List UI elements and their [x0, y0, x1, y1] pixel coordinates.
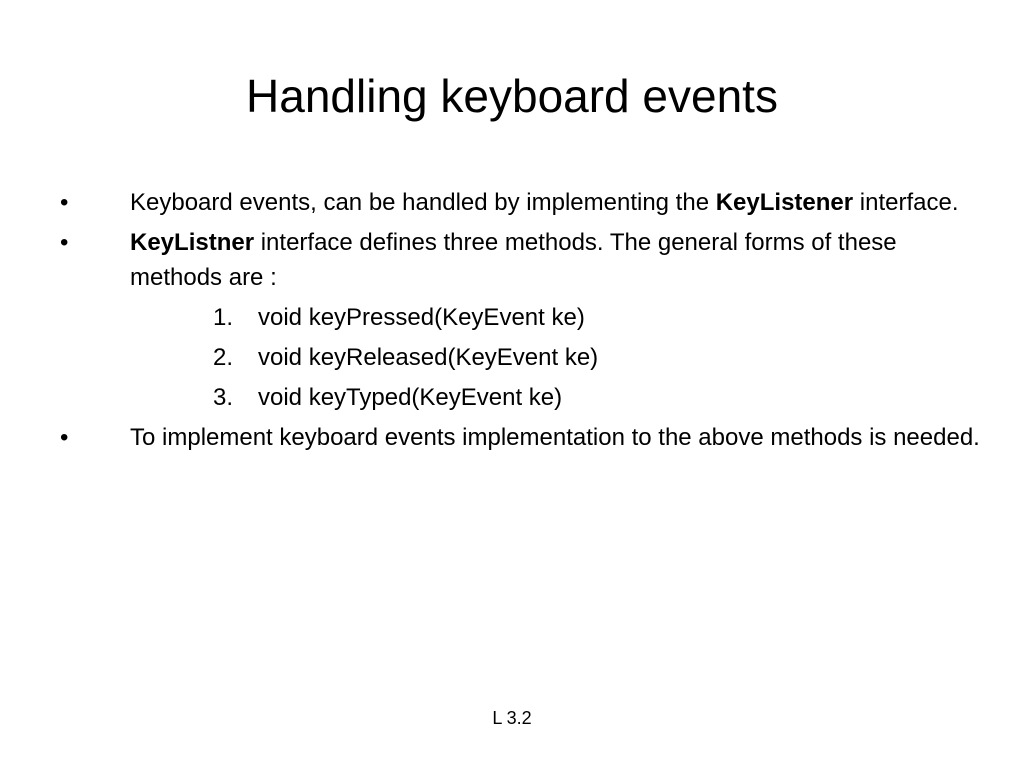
bullet-text	[130, 225, 980, 295]
slide-title: Handling keyboard events	[246, 70, 778, 122]
bullet-item	[0, 225, 1024, 295]
list-item-text: void keyReleased(KeyEvent ke)	[258, 344, 599, 371]
bullet-text	[130, 185, 980, 220]
list-item	[0, 300, 1024, 335]
bullet-text-pre: Keyboard events, can be handled by implementing the	[130, 189, 716, 216]
bullet-text-bold: KeyListener	[715, 189, 854, 216]
bullet-text-post: interface defines three methods. The general forms of these methods are :	[130, 229, 897, 291]
bullet-item	[0, 420, 1024, 455]
bullet-text-post: interface.	[853, 189, 959, 216]
bullet-dot: •	[60, 229, 69, 256]
list-item-text: void keyPressed(KeyEvent ke)	[258, 304, 585, 331]
bullet-text: To implement keyboard events implementation to the above methods is needed.	[130, 424, 980, 451]
list-item	[0, 340, 1024, 375]
bullet-list	[0, 185, 1024, 460]
list-item-number: 1.	[213, 304, 234, 331]
list-item-number: 2.	[213, 344, 234, 371]
bullet-item	[0, 185, 1024, 220]
list-item	[0, 380, 1024, 415]
list-item-number: 3.	[213, 384, 234, 411]
list-item-text: void keyTyped(KeyEvent ke)	[258, 384, 563, 411]
bullet-text-bold: KeyListner	[130, 229, 255, 256]
bullet-dot: •	[60, 424, 69, 451]
bullet-dot: •	[60, 189, 69, 216]
slide-number: L 3.2	[492, 708, 532, 728]
methods-list	[0, 300, 1024, 415]
